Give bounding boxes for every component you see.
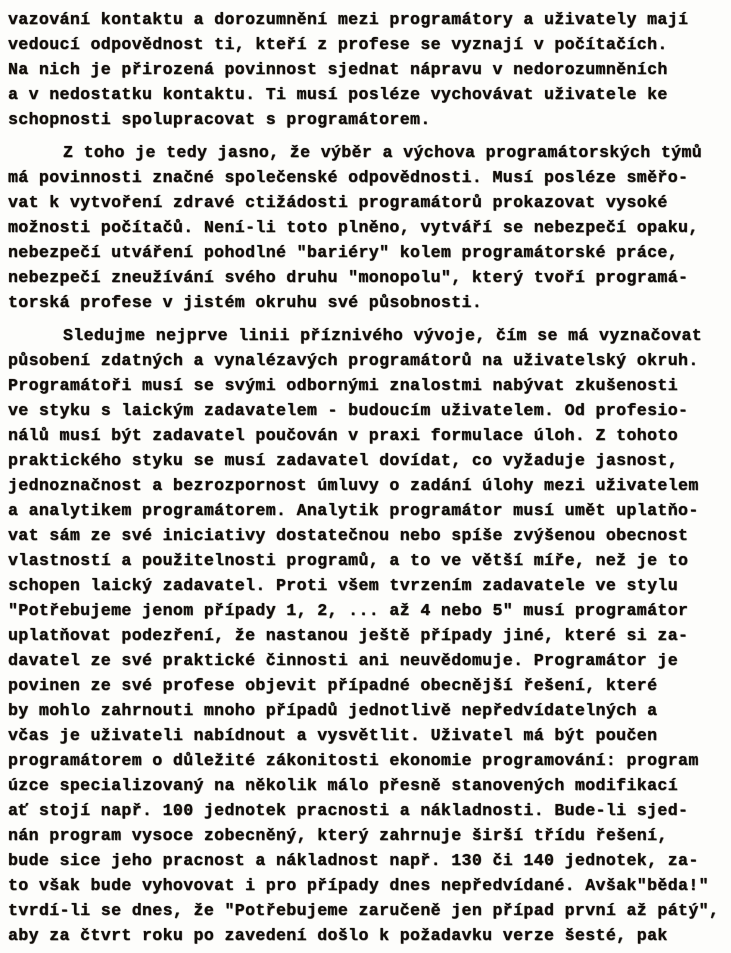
text-line: povinen ze své profese objevit případné obecnější řešení, které bbox=[8, 676, 658, 695]
text-line: torská profese v jistém okruhu své působnosti. bbox=[8, 293, 483, 312]
text-line: a v nedostatku kontaktu. Ti musí posléze vychovávat uživatele ke bbox=[8, 85, 668, 104]
text-line: by mohlo zahrnouti mnoho případů jednotlivě nepředvídatelných a bbox=[8, 701, 658, 720]
text-line: působení zdatných a vynalézavých programátorů na uživatelský okruh. bbox=[8, 351, 699, 370]
text-line: bude sice jeho pracnost a nákladnost např. 130 či 140 jednotek, za- bbox=[8, 851, 699, 870]
text-line: Na nich je přirozená povinnost sjednat nápravu v nedorozumněních bbox=[8, 60, 668, 79]
text-line: vat sám ze své iniciativy dostatečnou nebo spíše zvýšenou obecnost bbox=[8, 526, 689, 545]
text-line: "Potřebujeme jenom případy 1, 2, ... až 4 nebo 5" musí programátor bbox=[8, 601, 689, 620]
text-line: nán program vysoce zobecněný, který zahrnuje širší třídu řešení, bbox=[8, 826, 668, 845]
paragraph bbox=[8, 7, 725, 132]
paragraph bbox=[8, 140, 725, 315]
text-line: tvrdí-li se dnes, že "Potřebujeme zaručeně jen případ první až pátý", bbox=[8, 901, 720, 920]
text-line: programátorem o důležité zákonitosti ekonomie programování: program bbox=[8, 751, 699, 770]
text-line: schopnosti spolupracovat s programátorem. bbox=[8, 110, 431, 129]
text-line: nebezpečí utváření pohodlné "bariéry" kolem programátorské práce, bbox=[8, 243, 679, 262]
text-line: má povinnosti značné společenské odpovědnosti. Musí posléze směřo- bbox=[8, 168, 689, 187]
text-line: a analytikem programátorem. Analytik programátor musí umět uplatňo- bbox=[8, 501, 699, 520]
text-line: Z toho je tedy jasno, že výběr a výchova programátorských týmů bbox=[63, 143, 703, 162]
text-line: vat k vytvoření zdravé ctižádosti programátorů prokazovat vysoké bbox=[8, 193, 668, 212]
text-line: vazování kontaktu a dorozumnění mezi programátory a uživately mají bbox=[8, 10, 689, 29]
text-line: jednoznačnost a bezrozpornost úmluvy o zadání úlohy mezi uživatelem bbox=[8, 476, 699, 495]
text-line: uplatňovat podezření, že nastanou ještě případy jiné, které si za- bbox=[8, 626, 689, 645]
text-line: Programátoři musí se svými odbornými znalostmi nabývat zkušenosti bbox=[8, 376, 679, 395]
paragraph bbox=[8, 323, 725, 948]
text-line: včas je uživateli nabídnout a vysvětlit. Uživatel má být poučen bbox=[8, 726, 658, 745]
text-line: vlastností a použitelnosti programů, a to ve větší míře, než je to bbox=[8, 551, 689, 570]
text-line: davatel ze své praktické činnosti ani neuvědomuje. Programátor je bbox=[8, 651, 679, 670]
text-line: vedoucí odpovědnost ti, kteří z profese se vyznají v počítačích. bbox=[8, 35, 668, 54]
text-line: Sledujme nejprve linii příznivého vývoje, čím se má vyznačovat bbox=[63, 326, 703, 345]
text-line: úzce specializovaný na několik málo přesně stanovených modifikací bbox=[8, 776, 679, 795]
text-line: nálů musí být zadavatel poučován v praxi formulace úloh. Z tohoto bbox=[8, 426, 679, 445]
text-line: schopen laický zadavatel. Proti všem tvrzením zadavatele ve stylu bbox=[8, 576, 679, 595]
text-line: nebezpečí zneužívání svého druhu "monopolu", který tvoří programá- bbox=[8, 268, 689, 287]
text-line: to však bude vyhovovat i pro případy dnes nepředvídané. Avšak"běda!" bbox=[8, 876, 709, 895]
text-line: ve styku s laickým zadavatelem - budoucím uživatelem. Od profesio- bbox=[8, 401, 689, 420]
text-line: praktického styku se musí zadavatel dovídat, co vyžaduje jasnost, bbox=[8, 451, 679, 470]
text-line: ať stojí např. 100 jednotek pracnosti a nákladnosti. Bude-li sjed- bbox=[8, 801, 689, 820]
text-line: možnosti počítačů. Není-li toto plněno, vytváří se nebezpečí opaku, bbox=[8, 218, 699, 237]
text-line: aby za čtvrt roku po zavedení došlo k požadavku verze šesté, pak bbox=[8, 926, 668, 945]
